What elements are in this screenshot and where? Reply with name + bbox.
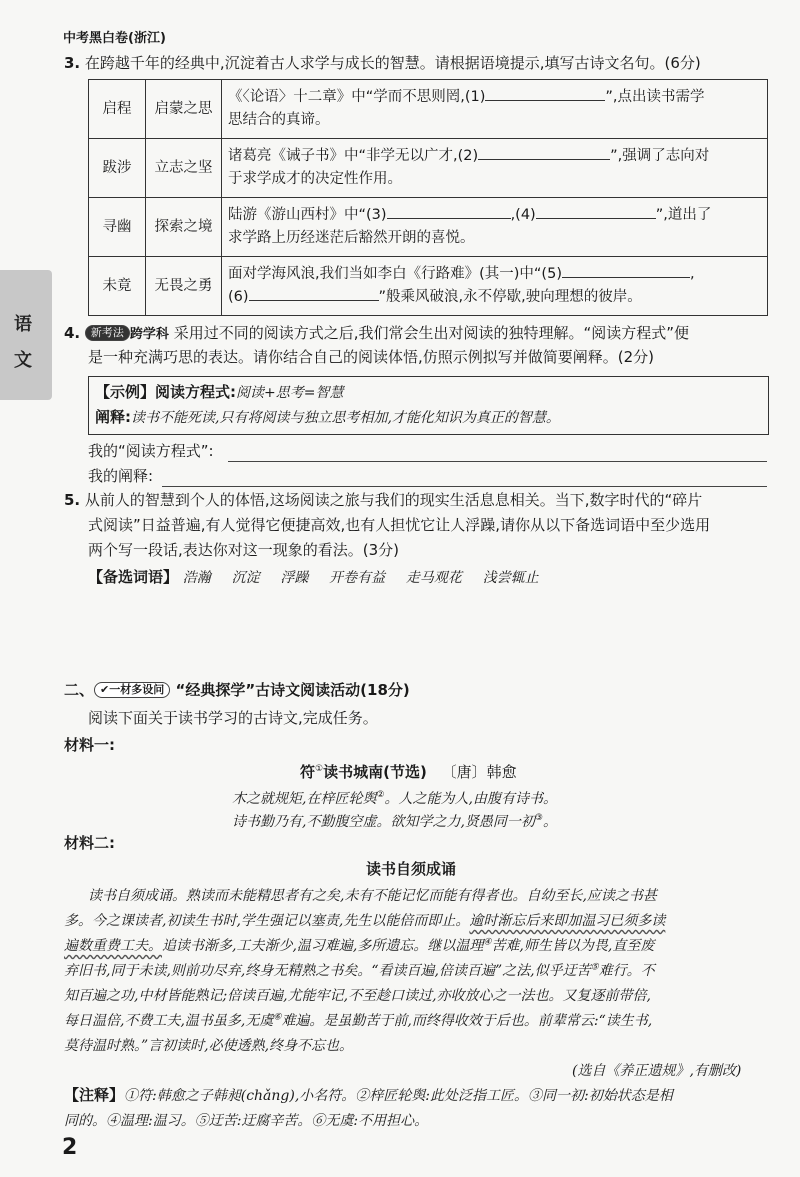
content-cell — [222, 198, 768, 257]
q5-number: 5. — [64, 491, 81, 509]
footnote-mark: ② — [376, 790, 385, 800]
prose-line — [64, 935, 654, 955]
poem-line-1-a: 木之就规矩,在梓匠轮舆 — [232, 791, 377, 807]
prose-line: 知百遍之功,中材皆能熟记;倍读百遍,尤能牢记,不至趁口读过,亦收放心之一法也。又复逐前带倍, — [64, 988, 651, 1004]
q3-table — [88, 79, 768, 316]
my-explain-answer-line[interactable] — [162, 472, 767, 487]
row1-line1-a: 《〈论语〉十二章》中“学而不思则罔,(1) — [228, 89, 486, 105]
q5-line3: 两个写一段话,表达你对这一现象的看法。(3分) — [88, 541, 400, 559]
word-item: 浩瀚 — [182, 570, 211, 586]
row3-line1-m: ,(4) — [510, 207, 536, 223]
example-box — [88, 376, 769, 435]
row4-line2-b: ”般乘风破浪,永不停歇,驶向理想的彼岸。 — [378, 289, 642, 305]
multi-question-tag-label: 一材多设问 — [109, 683, 165, 696]
q3-number: 3. — [64, 54, 81, 72]
q5-line1 — [64, 490, 702, 510]
new-method-tag: 新考法 — [85, 325, 130, 341]
wavy-underlined-text: 遍数重费工夫。 — [64, 938, 162, 954]
word-item: 走马观花 — [405, 570, 462, 586]
multi-question-tag — [94, 682, 170, 698]
theme-cell: 无畏之勇 — [146, 257, 222, 316]
subject-side-tab — [0, 270, 52, 400]
prose-line-text: 苦难,师生皆以为畏,直至废 — [491, 938, 655, 954]
prose-line — [64, 960, 655, 980]
section2-heading — [64, 680, 410, 700]
table-row — [89, 80, 768, 139]
row1-line2: 思结合的真谛。 — [228, 112, 330, 128]
prose-line: 莫待温时熟。”言初读时,必使透熟,终身不忘也。 — [64, 1038, 354, 1054]
answer-blank-5[interactable] — [562, 263, 690, 278]
footnote-mark: ③ — [534, 813, 543, 823]
answer-blank-4[interactable] — [536, 204, 656, 219]
explain-text: 读书不能死读,只有将阅读与独立思考相加,才能化知识为真正的智慧。 — [131, 410, 560, 426]
word-item: 沉淀 — [231, 570, 260, 586]
section2-intro: 阅读下面关于读书学习的古诗文,完成任务。 — [88, 709, 378, 727]
material1-label: 材料一: — [64, 736, 115, 754]
example-label: 【示例】阅读方程式: — [95, 383, 236, 401]
row2-line1-b: ”,强调了志向对 — [610, 148, 710, 164]
footnote-mark: ① — [315, 764, 324, 774]
notes-line-2: 同的。④温理:温习。⑤迂苦:迂腐辛苦。⑥无虞:不用担心。 — [64, 1113, 429, 1129]
table-row — [89, 257, 768, 316]
footnote-mark: ④ — [483, 937, 492, 948]
word-bank — [88, 567, 539, 588]
footnote-mark: ⑥ — [273, 1012, 282, 1023]
row4-line1-a: 面对学海风浪,我们当如李白《行路难》(其一)中“(5) — [228, 266, 562, 282]
table-row — [89, 198, 768, 257]
prose-line-text: 难行。不 — [598, 963, 655, 979]
side-tab-char-2: 文 — [14, 350, 32, 371]
poem-title-rest: 读书城南(节选) — [323, 763, 427, 781]
example-line — [95, 382, 343, 403]
prose-line-text: 多。今之课读者,初读生书时,学生强记以塞责,先生以能倍而即止。 — [64, 913, 470, 929]
row3-line2: 求学路上历经迷茫后豁然开朗的喜悦。 — [228, 230, 475, 246]
section2-prefix: 二、 — [64, 681, 95, 699]
q3-stem-text: 在跨越千年的经典中,沉淀着古人求学与成长的智慧。请根据语境提示,填写古诗文名句。(6分) — [84, 54, 701, 72]
q3-stem — [64, 53, 701, 73]
my-formula-label: 我的“阅读方程式”: — [88, 442, 214, 460]
q4-line2: 是一种充满巧思的表达。请你结合自己的阅读体悟,仿照示例拟写并做简要阐释。(2分) — [88, 348, 655, 366]
material2-label: 材料二: — [64, 834, 115, 852]
prose-line-text: 追读书渐多,工夫渐少,温习难遍,多所遗忘。继以温理 — [162, 938, 484, 954]
my-explain-label: 我的阐释: — [88, 467, 154, 485]
stage-cell: 跋涉 — [89, 139, 146, 198]
poem-line-1 — [232, 785, 557, 809]
explain-line — [95, 407, 560, 428]
q5-line2: 式阅读”日益普遍,有人觉得它便捷高效,也有人担忧它让人浮躁,请你从以下备选词语中至少选用 — [88, 516, 711, 534]
wavy-underlined-text: 逾时渐忘后来即加温习已须多读 — [469, 913, 666, 929]
poem-line-1-b: 。人之能为人,由腹有诗书。 — [384, 791, 557, 807]
prose-line-text: 每日温倍,不费工夫,温书虽多,无虞 — [64, 1013, 274, 1029]
notes-label: 【注释】 — [64, 1086, 125, 1104]
word-item: 浅尝辄止 — [482, 570, 539, 586]
row1-line1-b: ”,点出读书需学 — [605, 89, 705, 105]
example-formula: 阅读+思考=智慧 — [236, 385, 344, 401]
source-citation: (选自《养正遗规》,有删改) — [572, 1063, 742, 1079]
content-cell — [222, 257, 768, 316]
poem-line-2 — [232, 808, 557, 832]
answer-blank-3[interactable] — [387, 204, 511, 219]
answer-blank-2[interactable] — [478, 145, 610, 160]
word-item: 浮躁 — [280, 570, 309, 586]
word-item: 开卷有益 — [329, 570, 386, 586]
material2-title: 读书自须成诵 — [366, 860, 457, 878]
content-cell — [222, 80, 768, 139]
prose-line — [64, 1010, 652, 1030]
stage-cell: 启程 — [89, 80, 146, 139]
cross-subject-tag: 跨学科 — [129, 327, 169, 342]
notes-text-1: ①符:韩愈之子韩昶(chǎng),小名符。②梓匠轮舆:此处泛指工匠。③同一初:初始状态是相 — [124, 1088, 673, 1104]
theme-cell: 启蒙之思 — [146, 80, 222, 139]
check-icon: ✔ — [100, 683, 110, 696]
poem-line-2-b: 。 — [542, 814, 557, 830]
theme-cell: 立志之坚 — [146, 139, 222, 198]
stage-cell: 寻幽 — [89, 198, 146, 257]
answer-blank-6[interactable] — [249, 286, 379, 301]
table-row — [89, 139, 768, 198]
row2-line2: 于求学成才的决定性作用。 — [228, 171, 402, 187]
poem-author: 〔唐〕韩愈 — [441, 763, 517, 781]
poem-line-2-a: 诗书勤乃有,不勤腹空虚。欲知学之力,贤愚同一初 — [232, 814, 535, 830]
explain-label: 阐释: — [95, 408, 131, 426]
q4-line1 — [64, 323, 689, 345]
prose-line-text: 难遍。是虽勤苦于前,而终得收效于后也。前辈常云:“读生书, — [281, 1013, 653, 1029]
content-cell — [222, 139, 768, 198]
word-bank-label: 【备选词语】 — [88, 568, 179, 586]
poem-title-char: 符 — [300, 763, 316, 781]
q5-line1-text: 从前人的智慧到个人的体悟,这场阅读之旅与我们的现实生活息息相关。当下,数字时代的“碎片 — [84, 491, 703, 509]
page-number: 2 — [62, 1135, 78, 1160]
q4-line1-text: 采用过不同的阅读方式之后,我们常会生出对阅读的独特理解。“阅读方程式”便 — [173, 324, 690, 342]
prose-line — [64, 910, 665, 930]
row4-line1-b: , — [689, 266, 695, 282]
material1-title — [300, 759, 517, 782]
answer-blank-1[interactable] — [485, 86, 605, 101]
row3-line1-a: 陆游《游山西村》中“(3) — [228, 207, 387, 223]
prose-line-text: 弃旧书,同于未读,则前功尽弃,终身无精熟之书矣。“看读百遍,倍读百遍”之法,似乎迂苦 — [64, 963, 591, 979]
stage-cell: 未竟 — [89, 257, 146, 316]
theme-cell: 探索之境 — [146, 198, 222, 257]
running-header: 中考黑白卷(浙江) — [63, 31, 166, 46]
row3-line1-b: ”,道出了 — [655, 207, 712, 223]
row4-line2-a: (6) — [228, 289, 249, 305]
row2-line1-a: 诸葛亮《诫子书》中“非学无以广才,(2) — [228, 148, 479, 164]
notes-line-1 — [64, 1085, 673, 1106]
prose-line: 读书自须成诵。熟读而未能精思者有之矣,未有不能记忆而能有得者也。自幼至长,应读之书甚 — [88, 888, 657, 904]
section2-title: “经典探学”古诗文阅读活动(18分) — [175, 681, 410, 699]
my-formula-answer-line[interactable] — [228, 447, 767, 462]
side-tab-char-1: 语 — [14, 314, 32, 335]
q4-number: 4. — [64, 324, 81, 342]
footnote-mark: ⑤ — [590, 962, 599, 973]
